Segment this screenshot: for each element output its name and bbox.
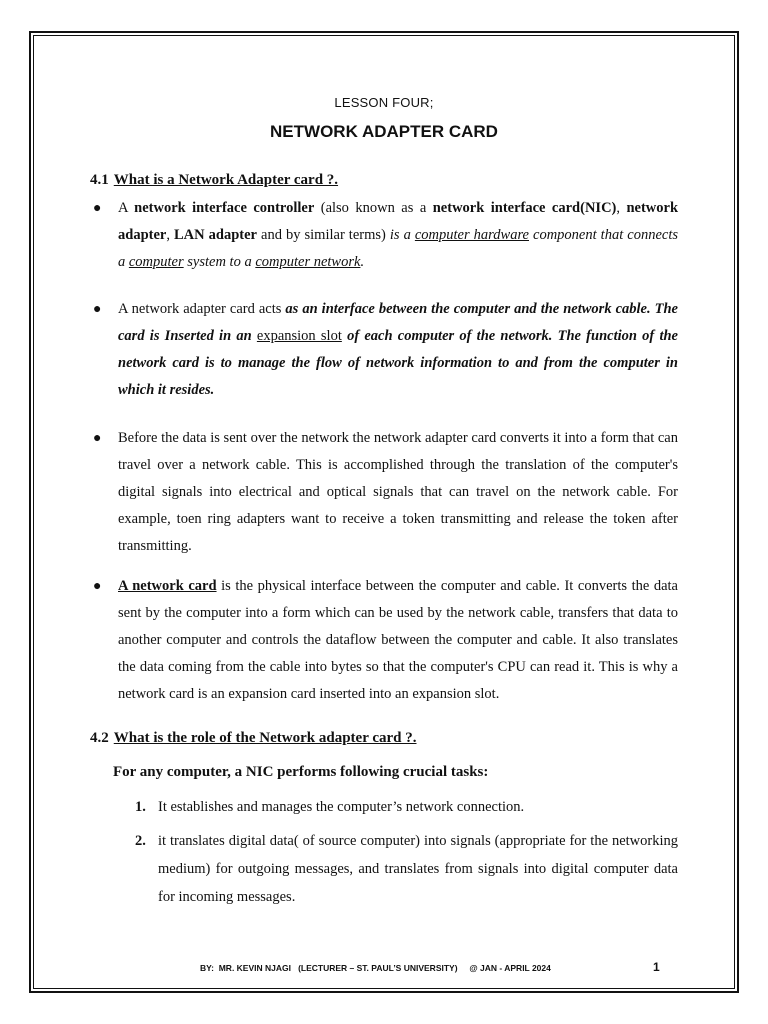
section-number: 4.2: [90, 730, 109, 746]
bullet-data-conversion: [93, 425, 678, 560]
page-title: NETWORK ADAPTER CARD: [270, 122, 498, 141]
text-span: ,: [166, 227, 174, 243]
text-span: is the physical interface between the computer and cable. It converts the data sent by the computer into a form which can be used by the network cable, transfers that data to another computer and controls the dataflow between the computer and cable. It also translates the data coming from the cable into bytes so that the computer's CPU can read it. This is why a network card is an expansion card inserted into an expansion slot.: [118, 578, 678, 702]
list-text: it translates digital data( of source computer) into signals (appropriate for the networking medium) for outgoing messages, and translates from signals into digital computer data for incoming messages.: [158, 833, 678, 905]
footer-credit: BY: MR. KEVIN NJAGI (LECTURER – ST. PAUL’S UNIVERSITY) @ JAN - APRIL 2024: [200, 963, 551, 973]
bullet-icon: ●: [93, 579, 102, 594]
bullet-adapter-interface: [93, 296, 678, 404]
text-span: ,: [616, 200, 627, 216]
list-item: [135, 827, 678, 911]
bullet-text: Before the data is sent over the network the network adapter card converts it into a form that can travel over a network cable. This is accomplished through the translation of the computer's digital signals into electrical and optical signals that can travel on the network cable. For example, toen ring adapters want to receive a token transmitting and release the token after transmitting.: [118, 430, 678, 554]
term-nic-controller: network interface controller: [134, 200, 315, 216]
tasks-intro: For any computer, a NIC performs following crucial tasks:: [113, 764, 489, 780]
section-title: What is a Network Adapter card ?.: [113, 172, 339, 188]
list-number: 2.: [135, 833, 146, 849]
term-network-adapter: network adapter: [118, 200, 679, 243]
link-expansion-slot[interactable]: expansion slot: [256, 328, 342, 344]
text-span: A: [118, 200, 135, 216]
list-item: [135, 793, 678, 821]
bullet-icon: ●: [93, 431, 102, 446]
section-heading-4-2: [90, 730, 417, 747]
term-lan-adapter: LAN adapter: [174, 227, 257, 243]
text-span-bold-italic: as an interface between the computer and the network cable. The card is Inserted in an: [118, 301, 678, 344]
text-span: and by similar terms): [256, 227, 390, 243]
text-span: A network adapter card acts: [118, 301, 286, 317]
link-computer[interactable]: computer: [128, 254, 184, 270]
bullet-icon: ●: [93, 201, 102, 216]
term-network-card: A network card: [118, 578, 217, 594]
list-text: It establishes and manages the computer’s network connection.: [158, 799, 525, 815]
section-title: What is the role of the Network adapter card ?.: [113, 730, 417, 746]
text-span-bold-italic: of each computer of the network. The function of the network card is to manage the flow of network information to and from the computer in which it resides.: [118, 328, 678, 398]
text-span: component that connects a: [118, 227, 678, 270]
bullet-network-card: [93, 573, 678, 708]
lesson-label: LESSON FOUR;: [334, 95, 434, 110]
bullet-icon: ●: [93, 302, 102, 317]
text-span: (also known as a: [314, 200, 433, 216]
bullet-nic-definition: [93, 195, 679, 276]
link-computer-hardware[interactable]: computer hardware: [414, 227, 529, 243]
page-number: 1: [653, 960, 660, 974]
list-number: 1.: [135, 799, 146, 815]
section-heading-4-1: [90, 172, 338, 189]
text-span: system to a: [183, 254, 256, 270]
text-span: is a: [389, 227, 415, 243]
text-span: .: [360, 254, 365, 270]
term-nic: network interface card(NIC): [432, 200, 617, 216]
section-number: 4.1: [90, 172, 109, 188]
link-computer-network[interactable]: computer network: [255, 254, 361, 270]
